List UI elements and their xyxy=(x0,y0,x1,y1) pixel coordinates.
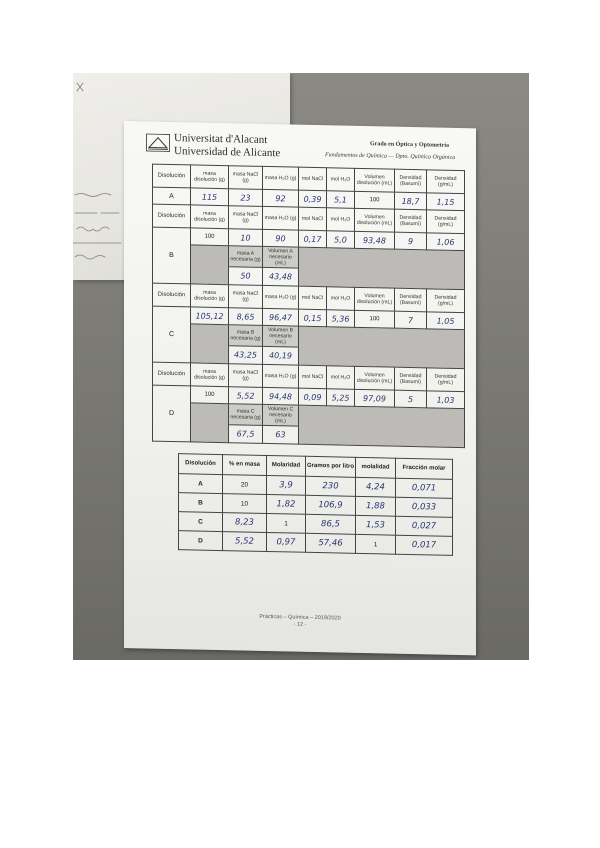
column-header-cell: mol NaCl xyxy=(299,207,327,231)
university-name-valencian: Universitat d'Alacant xyxy=(174,132,268,147)
solutions-data-table-body xyxy=(153,164,465,448)
shaded-cell xyxy=(191,324,229,364)
solutions-data-table xyxy=(152,164,465,449)
value-cell: 0,071 xyxy=(396,478,453,498)
value-cell: 86,5 xyxy=(306,514,356,534)
value-cell: 100 xyxy=(355,310,395,328)
value-cell: 92 xyxy=(263,189,299,207)
sub-header-cell: masa B necesaria (g) xyxy=(229,325,263,347)
value-cell: 100 xyxy=(355,191,395,209)
column-header-cell: masa NaCl (g) xyxy=(229,285,263,309)
column-header-cell: mol H₂O xyxy=(327,287,355,311)
value-cell: 8,65 xyxy=(229,308,263,326)
value-cell: 115 xyxy=(191,188,229,206)
column-header-cell: masa disolución (g) xyxy=(191,165,229,189)
sub-header-cell: Volumen C necesario (mL) xyxy=(263,404,299,426)
value-cell: 8,23 xyxy=(223,513,267,533)
value-cell: 5 xyxy=(395,390,427,408)
column-header-cell: masa NaCl (g) xyxy=(229,166,263,190)
value-cell: 1,88 xyxy=(356,496,396,516)
sub-header-cell: Volumen A necesario (mL) xyxy=(263,246,299,268)
column-header-cell: Densidad (g/mL) xyxy=(427,368,465,392)
value-cell: 100 xyxy=(191,228,229,246)
value-cell: 0,033 xyxy=(396,497,453,517)
value-cell: 1,03 xyxy=(427,391,465,409)
value-cell: 5,52 xyxy=(229,387,263,405)
value-cell: 1,82 xyxy=(267,494,306,514)
worksheet xyxy=(124,121,476,655)
column-header-cell: masa disolución (g) xyxy=(191,284,229,308)
degree-title: Grado en Óptica y Optometría xyxy=(370,141,449,149)
column-header-cell: masa H₂O (g) xyxy=(263,285,299,309)
solution-letter: C xyxy=(179,512,223,532)
column-header-cell: Volumen disolución (mL) xyxy=(355,287,395,311)
value-cell: 5,52 xyxy=(223,532,267,552)
column-header-cell: % en masa xyxy=(223,455,267,476)
value-cell: 23 xyxy=(229,189,263,207)
value-cell: 67,5 xyxy=(229,425,263,444)
column-header-cell: mol H₂O xyxy=(327,208,355,232)
column-header-cell: Densidad (g/mL) xyxy=(427,210,465,234)
sub-header-cell: masa A necesaria (g) xyxy=(229,246,263,268)
sub-header-cell: masa C necesaria (g) xyxy=(229,404,263,426)
column-header-cell: mol H₂O xyxy=(327,168,355,192)
value-cell: 18,7 xyxy=(395,192,427,210)
column-header-cell: Densidad (Basumí) xyxy=(395,288,427,312)
column-header-cell: masa H₂O (g) xyxy=(263,166,299,190)
column-header-cell: Volumen disolución (mL) xyxy=(355,208,395,232)
column-header-cell: masa NaCl (g) xyxy=(229,206,263,230)
column-header-cell: masa disolución (g) xyxy=(191,205,229,229)
value-cell: 0,09 xyxy=(299,388,327,406)
concentration-results-table-body xyxy=(179,454,453,556)
value-cell: 5,0 xyxy=(327,231,355,249)
value-cell: 10 xyxy=(229,229,263,247)
solution-letter: B xyxy=(153,227,191,284)
value-cell: 93,48 xyxy=(355,231,395,249)
value-cell: 3,9 xyxy=(267,475,306,495)
value-cell: 20 xyxy=(223,475,267,495)
value-cell: 96,47 xyxy=(263,308,299,326)
page-footer: Prácticas – Química – 2019/2020 xyxy=(259,613,341,622)
value-cell: 105,12 xyxy=(191,307,229,325)
solution-letter: D xyxy=(179,531,223,551)
value-cell: 4,24 xyxy=(356,477,396,497)
value-cell: 90 xyxy=(263,229,299,247)
column-header-cell: Densidad (Basumí) xyxy=(395,169,427,193)
value-cell: 1,06 xyxy=(427,233,465,251)
page-number: - 12 - xyxy=(293,621,307,628)
solution-letter: A xyxy=(179,474,223,494)
column-header-cell: mol NaCl xyxy=(299,365,327,389)
value-cell: 5,1 xyxy=(327,191,355,209)
solution-header-cell: Disolución xyxy=(153,362,191,386)
column-header-cell: mol NaCl xyxy=(299,167,327,191)
shaded-cell xyxy=(299,326,465,368)
column-header-cell: Volumen disolución (mL) xyxy=(355,168,395,192)
university-name-spanish: Universidad de Alicante xyxy=(174,145,281,160)
value-cell: 97,09 xyxy=(355,389,395,407)
shaded-cell xyxy=(191,245,229,285)
concentration-results-table xyxy=(178,453,453,556)
value-cell: 63 xyxy=(263,425,299,444)
value-cell: 1 xyxy=(267,513,306,533)
value-cell: 230 xyxy=(306,476,356,496)
value-cell: 0,39 xyxy=(299,190,327,208)
value-cell: 43,48 xyxy=(263,267,299,286)
column-header-cell: Densidad (Basumí) xyxy=(395,367,427,391)
column-header-cell: Volumen disolución (mL) xyxy=(355,366,395,390)
value-cell: 0,97 xyxy=(267,532,306,552)
column-header-cell: mol NaCl xyxy=(299,286,327,310)
value-cell: 5,36 xyxy=(327,310,355,328)
value-cell: 50 xyxy=(229,267,263,286)
column-header-cell: mol H₂O xyxy=(327,366,355,390)
column-header-cell: Fracción molar xyxy=(396,458,453,479)
course-title: Fundamentos de Química — Dpto. Química Orgánica xyxy=(325,152,456,161)
column-header-cell: Densidad (g/mL) xyxy=(427,170,465,194)
sub-header-cell: Volumen B necesario (mL) xyxy=(263,325,299,347)
value-cell: 100 xyxy=(191,386,229,404)
solution-letter: C xyxy=(153,306,191,363)
value-cell: 40,19 xyxy=(263,346,299,365)
value-cell: 1 xyxy=(356,534,396,554)
column-header-cell: masa H₂O (g) xyxy=(263,206,299,230)
column-header-cell: Gramos por litro xyxy=(306,456,356,477)
column-header-cell: masa H₂O (g) xyxy=(263,364,299,388)
solution-header-cell: Disolución xyxy=(153,283,191,307)
column-header-cell: masa NaCl (g) xyxy=(229,364,263,388)
value-cell: 5,25 xyxy=(327,389,355,407)
column-header-cell: masa disolución (g) xyxy=(191,363,229,387)
value-cell: 94,48 xyxy=(263,387,299,405)
column-header-cell: Densidad (Basumí) xyxy=(395,209,427,233)
solution-letter: D xyxy=(153,385,191,442)
value-cell: 1,05 xyxy=(427,312,465,330)
value-cell: 9 xyxy=(395,232,427,250)
shaded-cell xyxy=(191,403,229,443)
photo xyxy=(73,73,529,660)
solution-letter: B xyxy=(179,493,223,513)
shaded-cell xyxy=(299,247,465,289)
column-header-cell: Disolución xyxy=(179,454,223,475)
value-cell: 0,15 xyxy=(299,309,327,327)
column-header-cell: molalidad xyxy=(356,457,396,478)
solution-letter: A xyxy=(153,187,191,205)
value-cell: 1,15 xyxy=(427,193,465,211)
value-cell: 0,017 xyxy=(396,535,453,555)
shaded-cell xyxy=(299,405,465,447)
value-cell: 10 xyxy=(223,494,267,514)
solution-header-cell: Disolución xyxy=(153,164,191,188)
value-cell: 57,46 xyxy=(306,533,356,553)
value-cell: 0,027 xyxy=(396,516,453,536)
value-cell: 43,25 xyxy=(229,346,263,365)
value-cell: 0,17 xyxy=(299,230,327,248)
value-cell: 7 xyxy=(395,311,427,329)
value-cell: 106,9 xyxy=(306,495,356,515)
column-header-cell: Molaridad xyxy=(267,455,306,476)
column-header-cell: Densidad (g/mL) xyxy=(427,289,465,313)
university-logo-icon xyxy=(146,133,170,152)
value-cell: 1,53 xyxy=(356,515,396,535)
solution-header-cell: Disolución xyxy=(153,204,191,228)
